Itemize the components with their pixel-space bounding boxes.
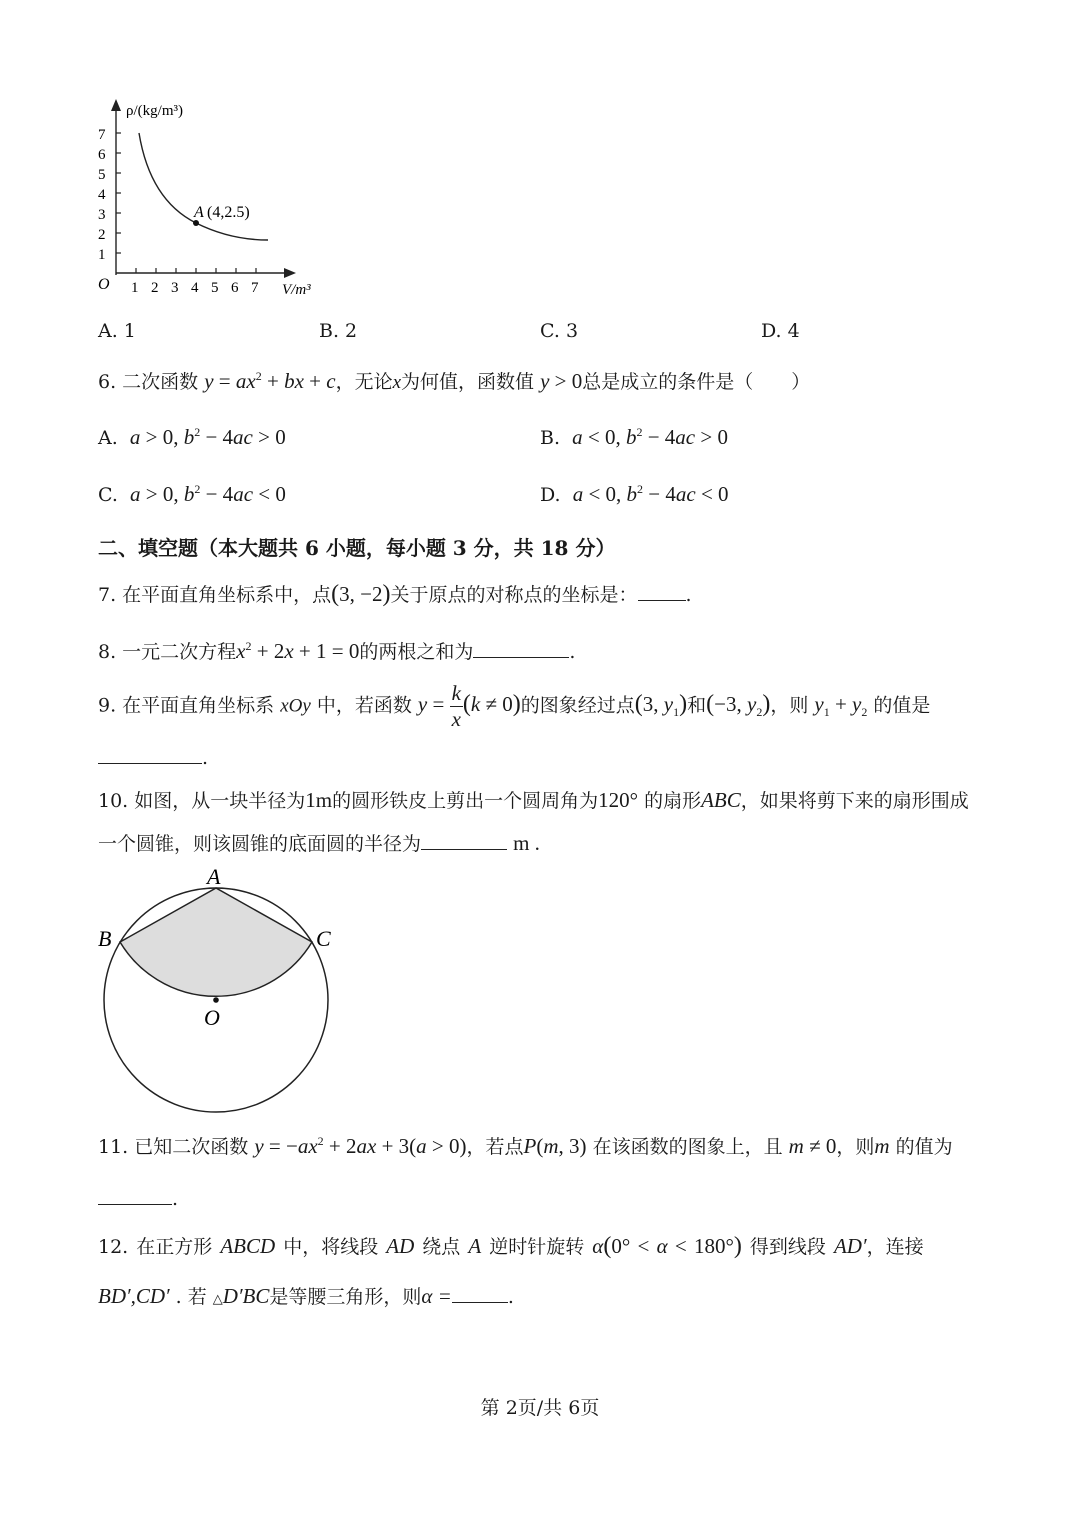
q5-option-c[interactable]: C. 3 (540, 320, 579, 342)
label-c: C (316, 926, 331, 951)
y-tick-1: 1 (98, 247, 106, 263)
x-tick-6: 6 (231, 280, 239, 296)
y-tick-6: 6 (98, 147, 106, 163)
x-axis-label: V/m³ (282, 282, 311, 298)
q11-function: $y = -ax^2 + 2ax + 3(a > 0)$ (254, 1134, 467, 1158)
q6-option-a[interactable]: A. a > 0, $b^2 - 4ac > 0$ (98, 425, 286, 449)
q11-post: ，则 (836, 1136, 875, 1158)
q11-end: 的值为 (895, 1136, 953, 1158)
shaded-sector (120, 888, 312, 996)
point-a-coords: (4,2.5) (207, 204, 250, 221)
q12-angle-range: α(0° < α < 180°) (592, 1233, 742, 1259)
y-tick-4: 4 (98, 187, 106, 203)
q11-answer-line: . (98, 1186, 178, 1210)
q6-option-d-label: D. (540, 484, 561, 506)
q9-post: ，则 (770, 694, 809, 717)
page-footer: 第 2页/共 6页 (480, 1397, 600, 1419)
question-8: 8. 一元二次方程$x^2 + 2x + 1 = 0$的两根之和为 . (98, 639, 576, 663)
q7-post: 关于原点的对称点的坐标是： (390, 584, 638, 606)
q11-point: P(m, 3) (523, 1134, 587, 1158)
q6-option-c-label: C. (98, 484, 118, 506)
x-tick-5: 5 (211, 280, 219, 296)
q6-option-a-label: A. (98, 427, 118, 449)
q11-mid: ，若点 (466, 1136, 524, 1158)
q12-line2-t2: 是等腰三角形，则 (269, 1286, 422, 1308)
q12-t1: 中，将线段 (283, 1236, 379, 1258)
q12-line2-t1: . 若 (175, 1286, 207, 1308)
q6-option-c[interactable]: C. a > 0, $b^2 - 4ac < 0$ (98, 482, 286, 506)
question-12-line-2: BD′,CD′ . 若 △D′BC是等腰三角形，则α = . (98, 1284, 514, 1308)
q9-sys: xOy (280, 695, 311, 717)
q9-and: 和 (687, 694, 707, 717)
question-10-line-1 (98, 786, 969, 813)
origin-label: O (98, 276, 110, 293)
q10-angle: 120° (598, 788, 639, 812)
q6-text-mid: ，无论 (335, 371, 393, 393)
q11-mid2: 在该函数的图象上，且 (592, 1136, 783, 1158)
q9-pre: 9. 在平面直角坐标系 (98, 694, 275, 717)
q12-triangle-name: D′BC (222, 1284, 270, 1308)
q6-option-b-label: B. (540, 427, 561, 449)
q11-condition: m ≠ 0 (788, 1134, 837, 1158)
q12-t4: 得到线段 (749, 1236, 826, 1258)
q12-square: ABCD (220, 1234, 276, 1258)
q9-sum: $y_1 + y_2$ (814, 692, 868, 720)
q9-function: y = $\frac{k}{x}$ (k ≠ 0) (417, 681, 521, 731)
label-b: B (98, 926, 112, 951)
q10-line1-mid2: 的扇形 (644, 790, 702, 812)
y-tick-7: 7 (98, 127, 106, 143)
question-6 (98, 367, 810, 394)
q10-answer-blank[interactable] (421, 831, 507, 850)
q11-pre: 11. 已知二次函数 (98, 1136, 249, 1158)
q12-triangle: △D′BC (212, 1284, 270, 1308)
q7-answer-blank[interactable] (638, 582, 686, 601)
q7-point: (3, −2) (331, 581, 391, 607)
q12-answer-blank[interactable] (452, 1284, 508, 1303)
q6-function: $y = ax^2$ + bx + c (204, 369, 336, 393)
q10-line1-post: ，如果将剪下来的扇形围成 (740, 790, 969, 812)
q12-point: A (468, 1234, 482, 1258)
question-10-line-2 (98, 829, 540, 856)
q5-option-a[interactable]: A. 1 (98, 320, 136, 342)
q5-option-b[interactable]: B. 2 (319, 320, 358, 342)
center-point (213, 997, 219, 1003)
q12-alpha-eq: α = (421, 1284, 452, 1308)
q9-mid2: 的图象经过点 (520, 694, 635, 717)
x-axis-arrow (284, 268, 296, 278)
q6-text-end: 总是成立的条件是（ ） (582, 371, 811, 393)
q12-segment-2: AD′ (833, 1234, 867, 1258)
q6-option-d[interactable]: D. a < 0, $b^2 - 4ac < 0$ (540, 482, 729, 506)
q12-pre: 12. 在正方形 (98, 1236, 213, 1258)
q7-pre: 7. 在平面直角坐标系中，点 (98, 584, 332, 606)
y-tick-5: 5 (98, 167, 106, 183)
q12-t2: 绕点 (422, 1236, 461, 1258)
q12-t3: 逆时针旋转 (489, 1236, 585, 1258)
question-12-line-1 (98, 1232, 924, 1260)
q6-condition: y > 0 (540, 369, 583, 393)
section-2-title: 二、填空题（本大题共 6 小题，每小题 3 分，共 18 分） (98, 536, 616, 560)
q8-post: 的两根之和为 (359, 641, 474, 663)
q9-answer-blank[interactable] (98, 745, 202, 764)
q9-mid: 中，若函数 (316, 694, 412, 717)
x-tick-4: 4 (191, 280, 199, 296)
label-o: O (204, 1005, 220, 1030)
q6-var-x: x (392, 372, 402, 393)
q11-answer-blank[interactable] (98, 1186, 172, 1205)
x-tick-2: 2 (151, 280, 159, 296)
sector-circle-figure (90, 862, 350, 1122)
q8-pre: 8. 一元二次方程 (98, 641, 237, 663)
y-axis-arrow (111, 99, 121, 111)
x-tick-1: 1 (131, 280, 139, 296)
q5-option-d[interactable]: D. 4 (761, 320, 800, 342)
question-11 (98, 1132, 953, 1159)
q6-option-b[interactable]: B. a < 0, $b^2 - 4ac > 0$ (540, 425, 728, 449)
inverse-curve (139, 133, 268, 240)
q10-line1-mid: 的圆形铁皮上剪出一个圆周角为 (332, 790, 599, 812)
x-tick-7: 7 (251, 280, 259, 296)
q10-sector: ABC (701, 788, 741, 812)
question-9 (98, 683, 930, 730)
question-7: 7. 在平面直角坐标系中，点(3, −2)关于原点的对称点的坐标是： . (98, 581, 692, 607)
q10-line2-pre: 一个圆锥，则该圆锥的底面圆的半径为 (98, 833, 422, 855)
q6-text-mid2: 为何值，函数值 (401, 371, 535, 393)
q9-end: 的值是 (873, 694, 931, 717)
y-axis-label: ρ/(kg/m³) (126, 103, 183, 119)
q9-point-1: (3, $y_1$) (634, 691, 688, 720)
q8-answer-blank[interactable] (473, 639, 569, 658)
q9-answer-line: . (98, 745, 208, 769)
q6-number: 6. 二次函数 (98, 371, 199, 393)
q10-line2-post: m . (513, 831, 540, 855)
q8-equation: $x^2 + 2x + 1 = 0$ (236, 639, 360, 663)
q12-segment: AD (386, 1234, 415, 1258)
q9-point-2: (−3, $y_2$) (706, 691, 771, 720)
q11-var-m: m (874, 1134, 890, 1158)
point-a-label: A (194, 204, 204, 221)
y-tick-2: 2 (98, 227, 106, 243)
density-volume-graph (90, 95, 330, 300)
label-a: A (207, 864, 221, 889)
x-tick-3: 3 (171, 280, 179, 296)
q12-segments: BD′,CD′ (98, 1284, 170, 1308)
q12-t5: ，连接 (866, 1236, 924, 1258)
q10-unit: 1m (305, 788, 333, 812)
q10-line1-pre: 10. 如图，从一块半径为 (98, 790, 306, 812)
y-tick-3: 3 (98, 207, 106, 223)
